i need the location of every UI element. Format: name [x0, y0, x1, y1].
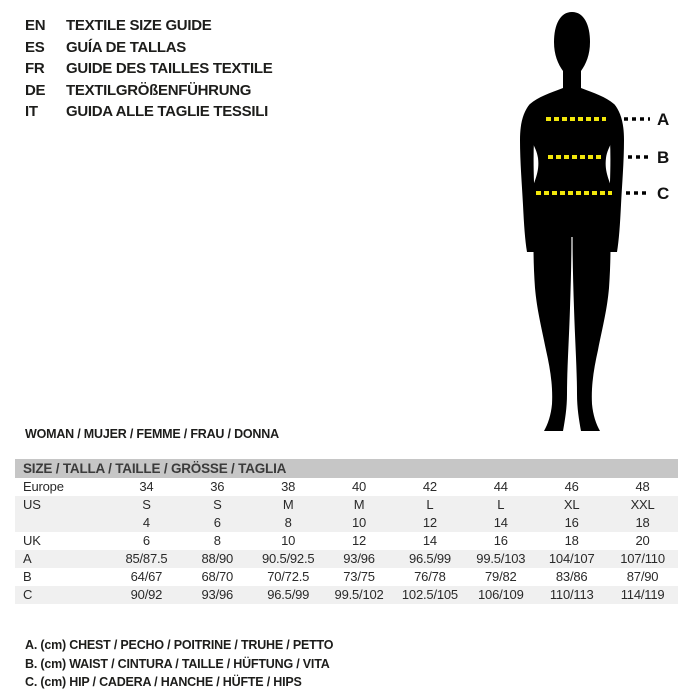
legend-line: B. (cm) WAIST / CINTURA / TAILLE / HÜFTUNG / VITA	[25, 656, 330, 671]
table-row	[15, 514, 678, 532]
table-cell: XXL	[630, 497, 655, 512]
table-cell: 73/75	[343, 569, 375, 584]
table-cell: 88/90	[201, 551, 234, 566]
table-cell: L	[426, 497, 434, 512]
size-table-header: SIZE / TALLA / TAILLE / GRÖSSE / TAGLIA	[15, 459, 678, 478]
table-cell: 40	[352, 479, 367, 494]
table-cell: 104/107	[548, 551, 595, 566]
table-cell: 70/72.5	[267, 569, 310, 584]
table-cell: 20	[635, 533, 650, 548]
woman-silhouette	[520, 12, 624, 431]
table-cell: 99.5/102	[334, 587, 384, 602]
table-cell: 99.5/103	[476, 551, 526, 566]
table-cell: 10	[352, 515, 367, 530]
row-label: B	[23, 569, 32, 584]
table-row	[15, 550, 678, 568]
table-cell: S	[142, 497, 151, 512]
language-row	[25, 80, 272, 102]
language-guide-title: TEXTILE SIZE GUIDE	[66, 17, 212, 34]
table-cell: XL	[563, 497, 580, 512]
language-code: FR	[25, 60, 45, 77]
table-cell: 12	[352, 533, 367, 548]
table-row	[15, 478, 678, 496]
row-label: UK	[23, 533, 41, 548]
size-table	[15, 459, 678, 604]
table-cell: 6	[142, 533, 150, 548]
table-cell: 96.5/99	[408, 551, 451, 566]
table-cell: M	[353, 497, 365, 512]
table-cell: 64/67	[130, 569, 163, 584]
row-label	[15, 514, 111, 532]
table-row	[15, 586, 678, 604]
language-list	[25, 15, 272, 123]
table-cell: 42	[422, 479, 437, 494]
table-cell: 114/119	[620, 587, 665, 602]
table-cell: 16	[493, 533, 508, 548]
table-cell: 12	[422, 515, 437, 530]
table-cell: 4	[142, 515, 150, 530]
table-cell: 79/82	[485, 569, 517, 584]
row-label: A	[23, 551, 32, 566]
row-label: Europe	[23, 479, 64, 494]
language-row	[25, 101, 272, 123]
table-cell: 106/109	[478, 587, 524, 602]
table-cell: 36	[210, 479, 225, 494]
size-table-rows	[15, 478, 678, 604]
language-code: IT	[25, 103, 38, 120]
table-cell: 87/90	[626, 569, 659, 584]
table-cell: 38	[281, 479, 296, 494]
section-title: WOMAN / MUJER / FEMME / FRAU / DONNA	[25, 427, 279, 441]
table-cell: 48	[635, 479, 650, 494]
row-label: US	[23, 497, 41, 512]
table-cell: 90/92	[130, 587, 163, 602]
table-cell: 90.5/92.5	[261, 551, 315, 566]
language-row	[25, 37, 272, 59]
table-cell: 85/87.5	[125, 551, 168, 566]
table-cell: 18	[564, 533, 579, 548]
table-cell: L	[497, 497, 505, 512]
table-cell: 107/110	[620, 551, 665, 566]
table-cell: 68/70	[201, 569, 234, 584]
legend-line: C. (cm) HIP / CADERA / HANCHE / HÜFTE / HIPS	[25, 675, 302, 689]
table-cell: 102.5/105	[401, 587, 458, 602]
language-guide-title: GUÍA DE TALLAS	[66, 38, 186, 56]
table-cell: 10	[281, 533, 296, 548]
measure-label-b: B	[657, 148, 670, 167]
language-guide-title: GUIDE DES TAILLES TEXTILE	[66, 60, 273, 77]
language-guide-title: GUIDA ALLE TAGLIE TESSILI	[66, 103, 268, 120]
woman-silhouette-image	[478, 0, 700, 440]
table-row	[15, 532, 678, 550]
language-code: EN	[25, 17, 46, 34]
table-cell: 46	[564, 479, 579, 494]
table-cell: 8	[213, 533, 221, 548]
language-code: ES	[25, 38, 45, 56]
table-row	[15, 496, 678, 514]
table-cell: 18	[635, 515, 650, 530]
row-label: C	[23, 587, 33, 602]
table-cell: 96.5/99	[267, 587, 310, 602]
language-row	[25, 15, 272, 37]
table-cell: S	[213, 497, 222, 512]
table-cell: 16	[564, 515, 579, 530]
table-cell: 14	[493, 515, 508, 530]
language-row	[25, 58, 272, 80]
table-cell: 76/78	[414, 569, 446, 584]
table-cell: 14	[422, 533, 437, 548]
figure-area	[478, 0, 700, 440]
language-code: DE	[25, 81, 46, 99]
table-cell: 93/96	[201, 587, 234, 602]
table-cell: 93/96	[343, 551, 375, 566]
table-cell: 44	[493, 479, 508, 494]
measure-label-a: A	[657, 110, 670, 129]
measure-label-c: C	[657, 184, 670, 203]
legend-line: A. (cm) CHEST / PECHO / POITRINE / TRUHE / PETTO	[25, 638, 334, 652]
table-cell: M	[282, 497, 294, 512]
table-cell: 83/86	[555, 569, 588, 584]
table-row	[15, 568, 678, 586]
measurement-legend	[25, 636, 333, 692]
table-cell: 6	[213, 515, 221, 530]
table-cell: 34	[139, 479, 154, 494]
language-guide-title: TEXTILGRÖßENFÜHRUNG	[66, 81, 252, 99]
table-cell: 8	[284, 515, 292, 530]
table-cell: 110/113	[549, 587, 594, 602]
